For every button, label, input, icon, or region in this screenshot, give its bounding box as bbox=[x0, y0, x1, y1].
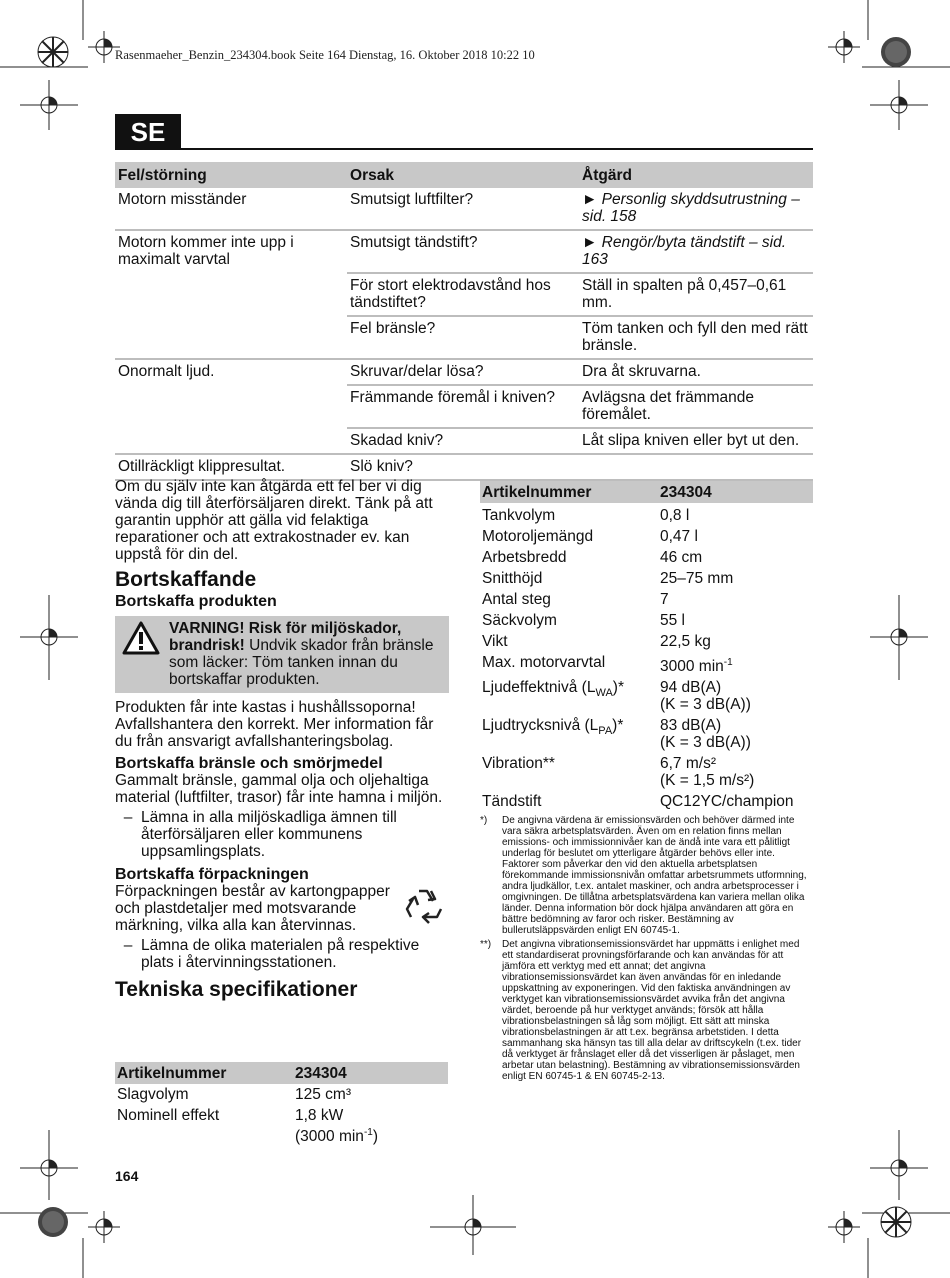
spec-label: Max. motorvarvtal bbox=[482, 654, 606, 671]
packaging-paragraph: Förpackningen består av kartongpapper och plastdetaljer med motsvarande märkning, vilka alla kan återvinnas. bbox=[115, 883, 390, 934]
spec-table-left bbox=[115, 1062, 448, 1145]
warning-triangle-icon bbox=[121, 620, 169, 688]
spec-label: Motoroljemängd bbox=[482, 528, 594, 545]
spec-value: 94 dB(A) bbox=[660, 679, 722, 697]
header-label: Artikelnummer bbox=[117, 1064, 227, 1082]
list-item-text: Lämna in alla miljöskadliga ämnen till återförsäljaren eller kommunens uppsamlingsplats. bbox=[141, 809, 397, 860]
table-header bbox=[480, 481, 813, 503]
spec-value: 55 l bbox=[660, 612, 685, 629]
spec-label: Vikt bbox=[482, 633, 508, 650]
spec-label: Arbetsbredd bbox=[482, 549, 567, 566]
table-row bbox=[480, 755, 813, 789]
spec-value: 22,5 kg bbox=[660, 633, 711, 650]
table-row bbox=[480, 570, 813, 587]
header-value: 234304 bbox=[295, 1064, 347, 1082]
list-dash: – bbox=[123, 937, 133, 954]
fuel-paragraph: Gammalt bränsle, gammal olja och oljehaltiga material (luftfilter, trasor) får inte hamna i miljön. bbox=[115, 772, 443, 806]
action-cell: ► Rengör/byta tändstift – sid. 163 bbox=[582, 234, 787, 268]
spec-label: Nominell effekt bbox=[117, 1107, 220, 1124]
heading-dispose-fuel: Bortskaffa bränsle och smörjmedel bbox=[115, 755, 383, 772]
cause-cell: Skadad kniv? bbox=[350, 432, 444, 449]
header-value: 234304 bbox=[660, 483, 712, 501]
heading-disposal: Bortskaffande bbox=[115, 568, 257, 591]
action-cell: Ställ in spalten på 0,457–0,61 mm. bbox=[582, 277, 787, 311]
subscript: PA bbox=[598, 725, 613, 738]
spec-label: Snitthöjd bbox=[482, 570, 543, 587]
recycling-icon bbox=[401, 883, 449, 935]
spec-value: 1,8 kW bbox=[295, 1107, 344, 1124]
action-cell bbox=[579, 455, 813, 479]
table-row bbox=[480, 793, 813, 810]
footnote-marker: *) bbox=[480, 815, 488, 826]
footnote-marker: **) bbox=[480, 939, 492, 950]
print-header-line: Rasenmaeher_Benzin_234304.book Seite 164 Dienstag, 16. Oktober 2018 10:22 10 bbox=[115, 48, 535, 62]
registration-mark-bl bbox=[38, 1207, 68, 1237]
list-item bbox=[115, 809, 449, 860]
spec-value: 7 bbox=[660, 591, 669, 608]
spec-label: Vibration** bbox=[482, 755, 555, 773]
table-row bbox=[480, 679, 813, 713]
table-row bbox=[480, 612, 813, 629]
footnote-text: De angivna värdena är emissionsvärden och behöver därmed inte vara säkra arbetsplatsvärden. Även om en relation finns mellan emissions- och immissionnivåer kan de ändå inte vara ett pålitligt underlag för beslutet om ytterligare åtgärder behövs eller inte. Faktorer som påverkar den vid den aktuella arbetsplatsen förekommande immissionsnivån omfattar arbetsrummets utformning, andra ljudkällor, t.ex. antalet maskiner, och andra arbetsprocesser i omgivningen. De tillåtna arbetsplatsvärdena kan variera mellan olika länder. Denna information bör dock hjälpa användaren att göra en bättre bedömning av faror och risker. Bestämning av bullerutsläppsvärden enligt EN 60745-1. bbox=[502, 815, 807, 936]
spec-value: (K = 1,5 m/s²) bbox=[660, 772, 755, 790]
spec-value: 83 dB(A) bbox=[660, 717, 722, 735]
list-item bbox=[115, 937, 449, 971]
footnote-text: Det angivna vibrationsemissionsvärdet har uppmätts i enlighet med ett standardiserat provningsförfarande och kan användas för att jämföra ett verktyg med ett annat; det angivna vibrationsemissionsvärdet kan även användas för en inledande uppskattning av exponeringen. Vid den faktiska användningen av verktyget kan vibrationsemissionsvärdet avvika från det angivna värdet, beroende på hur verktyget används; försök att hålla vibrationsbelastningen så låg som möjligt. Ett sätt att minska vibrationsbelastningen är att t.ex. begränsa arbetstiden. I detta sammanhang ska hänsyn tas till alla delar av driftscykeln (t.ex. tider då verktyget är frånslaget eller då det visserligen är påslaget, men arbetar utan belastning). Bestämning av vibrationsemissionsvärden enligt EN 60745-1 & EN 60745-2-13. bbox=[502, 939, 802, 1082]
spec-table-right bbox=[480, 481, 813, 810]
header-rule bbox=[115, 148, 813, 150]
cause-cell: Smutsigt tändstift? bbox=[350, 234, 478, 251]
table-row bbox=[115, 231, 813, 360]
table-row bbox=[115, 360, 813, 455]
spec-value: (K = 3 dB(A)) bbox=[660, 696, 751, 714]
spec-value: (3000 min bbox=[295, 1128, 364, 1146]
header-cause: Orsak bbox=[350, 166, 394, 184]
table-row bbox=[480, 507, 813, 524]
cause-cell: Fel bränsle? bbox=[350, 320, 436, 337]
spec-label: Slagvolym bbox=[117, 1086, 189, 1103]
spec-value: QC12YC/champion bbox=[660, 793, 794, 811]
spec-label: Tändstift bbox=[482, 793, 542, 811]
action-cell: ► Personlig skyddsutrustning – sid. 158 bbox=[582, 191, 800, 225]
table-header bbox=[115, 1062, 448, 1084]
superscript: -1 bbox=[363, 1127, 373, 1138]
table-row bbox=[480, 549, 813, 566]
left-column bbox=[115, 478, 449, 1001]
footnotes bbox=[480, 815, 813, 1085]
table-row bbox=[115, 1107, 448, 1145]
footnote bbox=[480, 939, 813, 1082]
table-header bbox=[115, 162, 813, 188]
fault-cell: Motorn misständer bbox=[118, 191, 247, 208]
spec-value: 0,47 l bbox=[660, 528, 698, 545]
fault-cell: Motorn kommer inte upp i maximalt varvtal bbox=[118, 234, 294, 268]
spec-label: Ljudtrycksnivå (L bbox=[482, 717, 599, 735]
footnote bbox=[480, 815, 813, 936]
heading-technical-specs: Tekniska specifikationer bbox=[115, 978, 358, 1001]
cause-cell: Skruvar/delar lösa? bbox=[350, 363, 484, 380]
warning-title: VARNING! Risk för miljöskador, brandrisk! bbox=[169, 620, 402, 654]
action-cell: Avlägsna det främmande föremålet. bbox=[582, 389, 755, 423]
action-cell: Dra åt skruvarna. bbox=[582, 363, 701, 380]
troubleshooting-table bbox=[115, 162, 813, 481]
table-row bbox=[480, 633, 813, 650]
table-row bbox=[115, 1086, 448, 1103]
spec-value: 46 cm bbox=[660, 549, 703, 566]
spec-label: Antal steg bbox=[482, 591, 551, 608]
spec-label: Ljudeffektnivå (L bbox=[482, 679, 596, 697]
action-cell: Töm tanken och fyll den med rätt bränsle. bbox=[582, 320, 808, 354]
table-row bbox=[480, 654, 813, 675]
superscript: -1 bbox=[723, 657, 733, 668]
fault-cell: Onormalt ljud. bbox=[118, 363, 215, 380]
list-dash: – bbox=[123, 809, 133, 826]
product-paragraph: Produkten får inte kastas i hushållssoporna! Avfallshantera den korrekt. Mer information får du från ansvarigt avfallshanteringsbolag. bbox=[115, 699, 434, 750]
cause-cell: Smutsigt luftfilter? bbox=[350, 191, 474, 208]
spec-value: 6,7 m/s² bbox=[660, 755, 716, 773]
table-row bbox=[480, 528, 813, 545]
table-row bbox=[480, 591, 813, 608]
warning-text: Undvik skador från bränsle som läcker: Töm tanken innan du bortskaffar produkten. bbox=[169, 637, 434, 688]
cause-cell: För stort elektrodavstånd hos tändstiftet? bbox=[350, 277, 551, 311]
list-item-text: Lämna de olika materialen på respektive plats i återvinningsstationen. bbox=[141, 937, 420, 971]
registration-mark-br bbox=[881, 1207, 911, 1237]
language-badge: SE bbox=[115, 114, 181, 150]
header-action: Åtgärd bbox=[582, 166, 632, 184]
registration-mark-tr bbox=[881, 37, 911, 67]
spec-label: Säckvolym bbox=[482, 612, 557, 629]
spec-label: )* bbox=[612, 717, 624, 735]
action-cell: Låt slipa kniven eller byt ut den. bbox=[582, 432, 800, 449]
spec-value: 125 cm³ bbox=[295, 1086, 351, 1103]
header-label: Artikelnummer bbox=[482, 483, 592, 501]
cause-cell: Främmande föremål i kniven? bbox=[350, 389, 556, 406]
subscript: WA bbox=[595, 687, 613, 700]
spec-value: 0,8 l bbox=[660, 507, 690, 524]
spec-value: ) bbox=[372, 1128, 379, 1146]
spec-label: Tankvolym bbox=[482, 507, 556, 524]
registration-mark-tl bbox=[38, 37, 68, 67]
table-row bbox=[480, 717, 813, 751]
spec-value: 3000 min bbox=[660, 658, 724, 676]
intro-paragraph: Om du själv inte kan åtgärda ett fel ber vi dig vända dig till återförsäljaren direkt. Tänk på att garantin upphör att gälla vid felaktiga reparationer och att extrakostnader ev. kan uppstå för din del. bbox=[115, 478, 433, 563]
table-row bbox=[115, 188, 813, 231]
cause-cell: Slö kniv? bbox=[350, 458, 413, 475]
spec-value: (K = 3 dB(A)) bbox=[660, 734, 751, 752]
page-number: 164 bbox=[115, 1168, 139, 1184]
heading-dispose-product: Bortskaffa produkten bbox=[115, 593, 277, 610]
spec-value: 25–75 mm bbox=[660, 570, 734, 587]
heading-dispose-packaging: Bortskaffa förpackningen bbox=[115, 866, 309, 883]
fault-cell: Otillräckligt klippresultat. bbox=[118, 458, 286, 475]
header-fault: Fel/störning bbox=[118, 166, 207, 184]
spec-label: )* bbox=[612, 679, 624, 697]
warning-box bbox=[115, 616, 449, 693]
